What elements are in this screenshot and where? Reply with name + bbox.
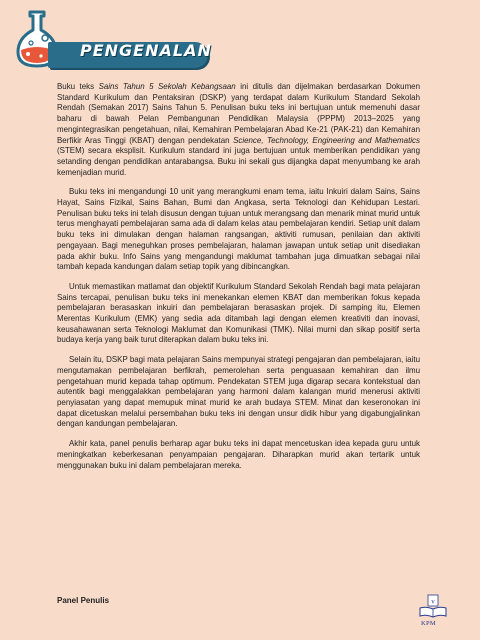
paragraph-text: Buku teks ini mengandungi 10 unit yang merangkumi enam tema, iaitu Inkuiri dalam Sains, Sains Hayat, Sains Fizikal, Sains Bahan, Bumi dan Angkasa, serta Teknologi dan Kehidupan Lestari. Penulisan buku teks ini telah disusun dengan tujuan untuk merangsang dan menarik minat murid untuk terus menghayati pembelajaran sama ada di dalam kelas atau pembelajaran kendiri. Setiap unit dalam buku teks ini dimulakan dengan halaman rangsangan, aktiviti rumusan, penilaian dan aktiviti pengayaan. Bagi meneguhkan proses pembelajaran, halaman jawapan untuk setiap unit disediakan pada akhir buku. Info Sains yang mengandungi maklumat tambahan juga dimuatkan sebagai nilai tambah kepada kandungan dalam setiap topik yang dibincangkan. — [57, 187, 420, 272]
paragraph-text: ini ditulis dan dijelmakan berdasarkan Dokumen Standard Kurikulum dan Pentaksiran (DSKP) yang terdapat dalam Kurikulum Standard Sekolah Rendah (Semakan 2017) Sains Tahun 5. Penulisan buku teks ini bertujuan untuk memenuhi dasar baharu di bawah Pelan Pembangunan Pendidikan Malaysia (PPPM) 2013–2025 yang mengintegrasikan pengetahuan, nilai, Kemahiran Pembelajaran Abad Ke-21 (PAK-21) dan Kemahiran Berfikir Aras Tinggi (KBAT) dengan pendekatan — [57, 82, 421, 145]
paragraph-text: Buku teks — [57, 82, 99, 91]
open-book-logo — [418, 594, 448, 620]
paragraph-text: Selain itu, DSKP bagi mata pelajaran Sains mempunyai strategi pengajaran dan pembelajaran, iaitu mengutamakan pembelajaran berfikrah, pemerolehan serta penguasaan kemahiran dan ilmu pengetahuan murid kepada tahap optimum. Pendekatan STEM juga digarap secara kontekstual dan autentik bagi menggalakkan pembelajaran yang harmoni dalam kalangan murid menerusi aktiviti penyiasatan yang dapat memupuk minat murid ke arah budaya STEM. Minat dan keseronokan ini dapat dicetuskan melalui persembahan buku teks ini dengan unsur didik hibur yang digabungjalinkan dengan kandungan pembelajaran. — [57, 355, 420, 429]
page-number: v — [431, 597, 435, 606]
page-header — [8, 8, 478, 68]
paragraph-text: (STEM) secara eksplisit. Kurikulum standard ini juga bertujuan untuk memberikan pendidikan yang setanding dengan pendidikan antarabangsa. Buku ini sekali gus dijangka dapat menyumbang ke arah kemenjadian murid. — [57, 146, 420, 177]
signature: Panel Penulis — [57, 596, 110, 605]
paragraph — [57, 187, 420, 273]
paragraph — [57, 355, 420, 430]
paragraph-text: Akhir kata, panel penulis berharap agar buku teks ini dapat mencetuskan idea kepada guru untuk meningkatkan keberkesanan penyampaian pengajaran. Diharapkan murid akan tertarik untuk menggunakan buku ini dalam pembelajaran mereka. — [57, 439, 420, 470]
publisher-logo-text: KPM — [421, 620, 436, 627]
paragraph — [57, 439, 420, 471]
paragraph — [57, 82, 420, 178]
italic-term: Sains Tahun 5 Sekolah Kebangsaan — [98, 82, 236, 91]
italic-term: Science, Technology, Engineering and Mathematics — [233, 135, 420, 145]
article-body — [57, 82, 420, 480]
paragraph-text: Untuk memastikan matlamat dan objektif Kurikulum Standard Sekolah Rendah bagi mata pelajaran Sains tercapai, penulisan buku teks ini menekankan elemen KBAT dan memberikan fokus kepada pembelajaran berasaskan inkuiri dan pembelajaran berasaskan projek. Di samping itu, Elemen Merentas Kurikulum (EMK) yang sedia ada ditambah lagi dengan elemen kreativiti dan inovasi, keusahawanan serta Teknologi Maklumat dan Komunikasi (TMK). Nilai murni dan sikap positif serta budaya kerja yang baik turut diterapkan dalam buku teks ini. — [57, 281, 420, 345]
paragraph — [57, 282, 420, 346]
page-title: PENGENALAN — [80, 41, 212, 60]
